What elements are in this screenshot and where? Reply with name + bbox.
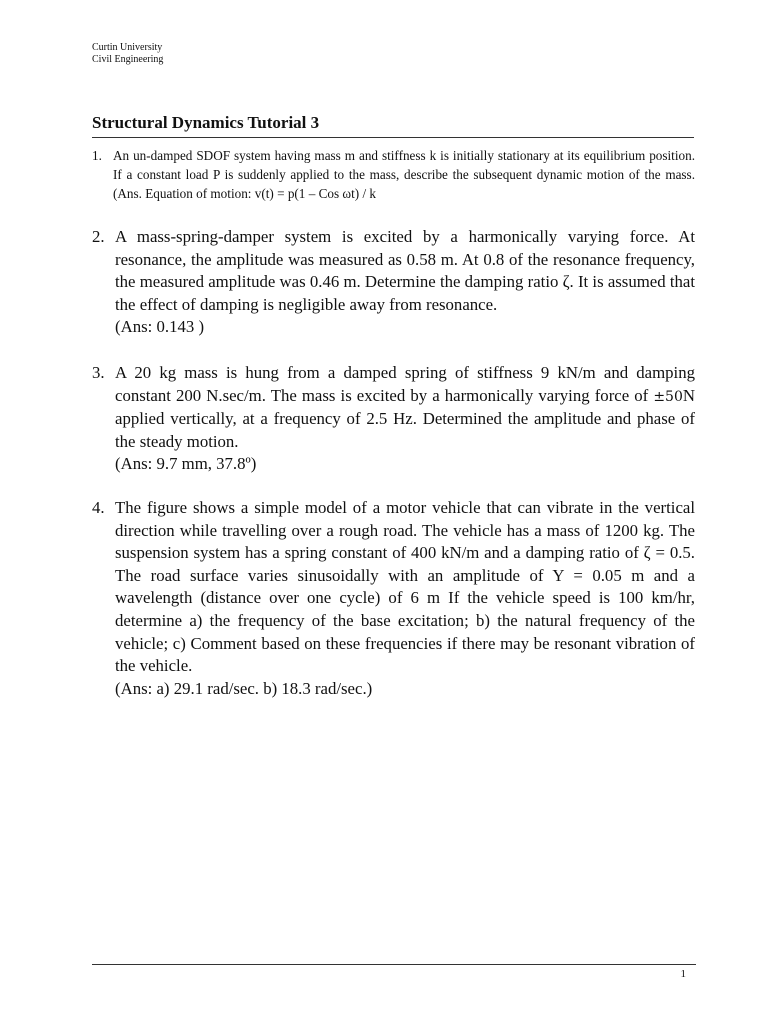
question-text-part: N applied vertically, at a frequency of 2.5 Hz. Determined the amplitude and phase of the steady motion. (115, 385, 695, 451)
question-answer: (Ans: 9.7 mm, 37.8º) (115, 454, 257, 474)
question-text (115, 362, 695, 453)
question-4 (92, 497, 695, 700)
footer-divider (92, 964, 696, 965)
question-2 (92, 226, 695, 339)
question-3 (92, 362, 695, 476)
question-number: 2. (92, 227, 105, 246)
question-text: An un-damped SDOF system having mass m and stiffness k is initially stationary at its equilibrium position. If a constant load P is suddenly applied to the mass, describe the subsequent dynamic motion of the mass. (Ans. Equation of motion: v(t) = p(1 – Cos ωt) / k (113, 148, 695, 201)
question-text-part: A 20 kg mass is hung from a damped spring of stiffness 9 kN/m and damping constant 200 N.sec/m. The mass is excited by a harmonically varying force of (115, 363, 695, 405)
page-title: Structural Dynamics Tutorial 3 (92, 113, 320, 132)
question-answer: (Ans: 0.143 ) (115, 317, 205, 337)
question-answer: (Ans: a) 29.1 rad/sec. b) 18.3 rad/sec.) (115, 678, 373, 698)
question-1 (92, 146, 695, 203)
institution-name: Curtin University (92, 42, 163, 53)
question-text: A mass-spring-damper system is excited by a harmonically varying force. At resonance, the amplitude was measured as 0.58 m. At 0.8 of the resonance frequency, the measured amplitude was 0.46 m. Determine the damping ratio ζ. It is assumed that the effect of damping is negligible away from resonance. (115, 227, 695, 314)
page-number: 1 (680, 968, 686, 980)
force-value: ±50 (653, 388, 683, 405)
department-name: Civil Engineering (92, 54, 164, 65)
question-number: 4. (92, 498, 105, 517)
question-number: 1. (92, 148, 102, 163)
title-divider (92, 137, 694, 138)
question-number: 3. (92, 363, 105, 382)
question-text: The figure shows a simple model of a motor vehicle that can vibrate in the vertical direction while travelling over a rough road. The vehicle has a mass of 1200 kg. The suspension system has a spring constant of 400 kN/m and a damping ratio of ζ = 0.5. The road surface varies sinusoidally with an amplitude of Y = 0.05 m and a wavelength (distance over one cycle) of 6 m If the vehicle speed is 100 km/hr, determine a) the frequency of the base excitation; b) the natural frequency of the vehicle; c) Comment based on these frequencies if there may be resonant vibration of the vehicle. (115, 498, 695, 676)
document-header (92, 42, 163, 66)
